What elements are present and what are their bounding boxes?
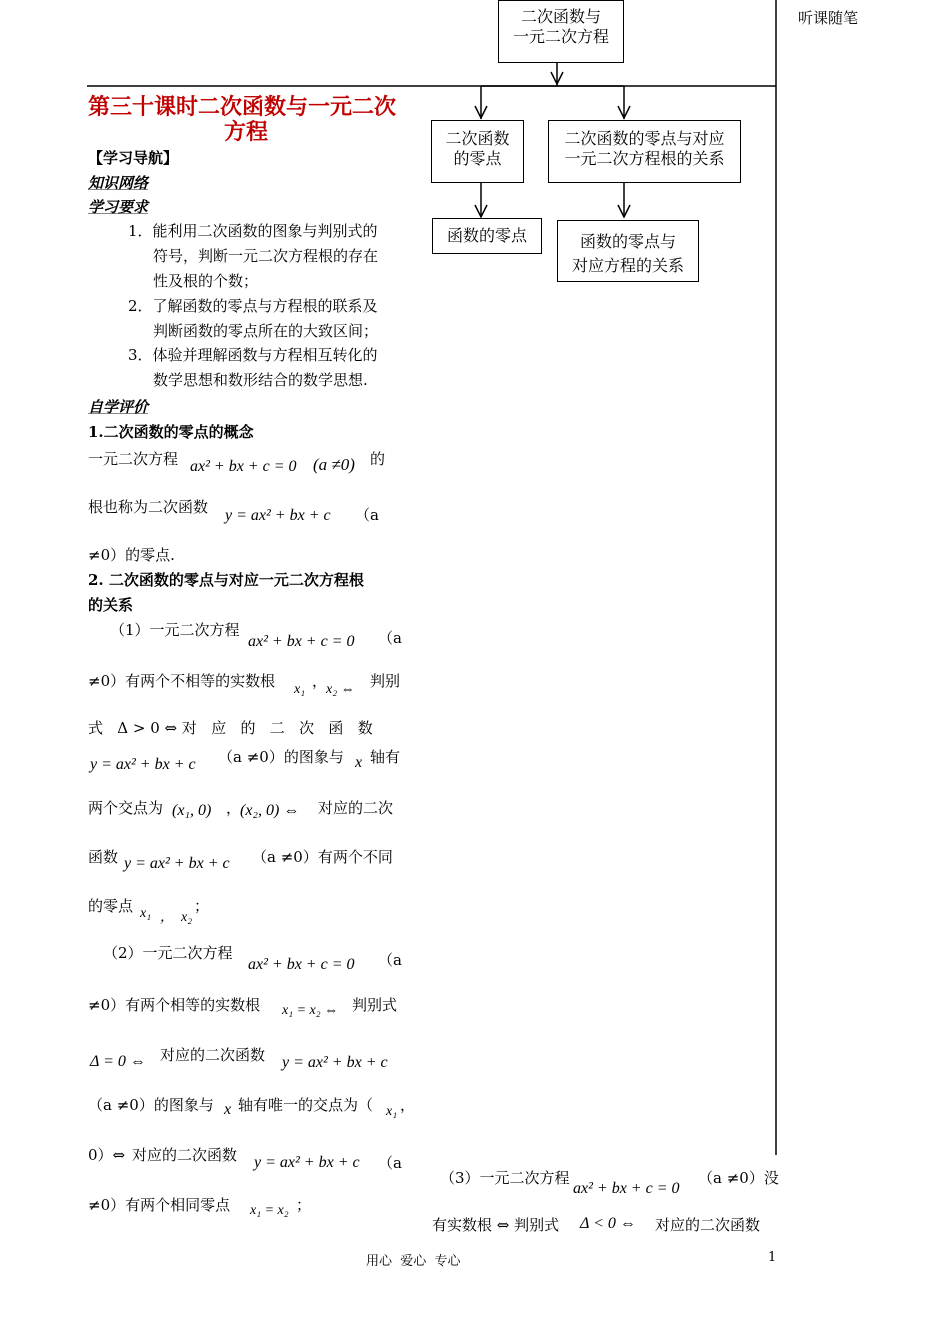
requirement-3-line1: 3．体验并理解函数与方程相互转化的 [128, 346, 378, 364]
p2-axis-x: x [224, 1101, 232, 1118]
p2-text-i: 0）⇔ [88, 1146, 126, 1164]
p2-text-g: 轴有唯一的交点为（ [238, 1096, 374, 1114]
diagram-right-bottom-line1: 函数的零点与 [579, 232, 676, 251]
p1-text-f: （a ≠0）的图象与 [218, 748, 344, 766]
p1-axis-x: x [355, 754, 363, 771]
p2-text-k: （a [378, 1154, 402, 1172]
requirement-1 [128, 219, 378, 294]
requirement-1-line2: 符号，判断一元二次方程根的存在 [153, 247, 379, 265]
diagram-left-mid-box [431, 120, 524, 183]
p1-point1: (x₁, 0) [172, 802, 212, 819]
p1-text-b: （a [378, 629, 402, 647]
p2-text-d: 判别式 [352, 996, 398, 1014]
diagram-right-mid-box [548, 120, 741, 183]
p2-text-m: ； [296, 1196, 312, 1214]
p2-roots-equal: x₁ = x₂ ⇔ [282, 1003, 339, 1018]
p3-delta: Δ < 0 ⇔ [580, 1215, 636, 1232]
s1-equation1: ax² + bx + c = 0 [190, 458, 297, 475]
p1-text-c: ≠0）有两个不相等的实数根 [88, 672, 276, 690]
p3-text-d: 对应的二次函数 [655, 1216, 761, 1234]
p1-root-x2: x₂ ⇔ [326, 682, 355, 697]
p3-equation: ax² + bx + c = 0 [573, 1180, 680, 1197]
s1-equation2: y = ax² + bx + c [225, 507, 331, 524]
p2-equation2: y = ax² + bx + c [282, 1054, 388, 1071]
footer-motto: 用心 爱心 专心 [366, 1254, 461, 1269]
p1-point2: (x₂, 0) ⇔ [240, 802, 300, 819]
p1-equation: ax² + bx + c = 0 [248, 633, 355, 650]
p1-zero-x1: x₁ [140, 906, 152, 921]
diagram-right-bottom-line2: 对应方程的关系 [571, 256, 684, 275]
requirement-2-line1: 2．了解函数的零点与方程根的联系及 [128, 297, 378, 315]
diagram-left-mid-line1: 二次函数 [445, 129, 510, 148]
p1-text-a: （1）一元二次方程 [110, 621, 240, 639]
diagram-right-mid-line2: 一元二次方程根的关系 [564, 149, 725, 168]
s1-text5: ≠0）的零点. [88, 546, 175, 564]
s1-condition1: (a ≠0) [313, 455, 355, 474]
p1-text-i: 对应的二次 [318, 799, 394, 817]
nav-heading: 【学习导航】 [88, 149, 179, 167]
requirement-2 [128, 294, 378, 344]
diagram-right-bottom-box [557, 220, 699, 282]
p1-text-g: 轴有 [370, 748, 401, 766]
diagram-left-bottom-text: 函数的零点 [446, 226, 527, 245]
s1-text1: 一元二次方程 [88, 450, 179, 468]
p1-text-d: 判别 [370, 672, 401, 690]
s1-text3: 根也称为二次函数 [88, 498, 209, 516]
p1-text-e: 式 Δ > 0 ⇔ 对 应 的 二 次 函 数 [88, 719, 373, 737]
p1-zero-x2: ， x₂ [160, 910, 193, 925]
knowledge-network-heading: 知识网络 [88, 174, 149, 192]
p2-text-b: （a [378, 951, 402, 969]
section2-heading-line2: 的关系 [88, 596, 134, 614]
requirement-1-line1: 1．能利用二次函数的图象与判别式的 [128, 222, 378, 240]
page-number: 1 [768, 1250, 777, 1265]
diagram-left-mid-line2: 的零点 [453, 149, 502, 168]
requirement-2-line2: 判断函数的零点所在的大致区间； [153, 322, 379, 340]
p1-text-j: 函数 [88, 848, 119, 866]
p1-comma: ， [312, 672, 328, 690]
p2-text-f: （a ≠0）的图象与 [88, 1096, 214, 1114]
self-eval-heading: 自学评价 [88, 398, 149, 416]
p2-text-l: ≠0）有两个相同零点 [88, 1196, 231, 1214]
side-note: 听课随笔 [798, 9, 859, 27]
p1-text-k: （a ≠0）有两个不同 [252, 848, 393, 866]
diagram-right-mid-line1: 二次函数的零点与对应 [564, 129, 725, 148]
diagram-left-bottom-box [432, 218, 542, 254]
p2-equation3: y = ax² + bx + c [254, 1154, 360, 1171]
s1-text2: 的 [370, 450, 386, 468]
p1-text-h: 两个交点为 [88, 799, 164, 817]
requirement-3-line2: 数学思想和数形结合的数学思想. [153, 371, 368, 389]
p1-root-x1: x₁ [294, 682, 306, 697]
requirement-1-line3: 性及根的个数； [153, 272, 259, 290]
s1-text4: （a [355, 506, 379, 524]
requirements-heading: 学习要求 [88, 198, 149, 216]
requirement-3 [128, 343, 378, 393]
page-title-line2: 方程 [224, 119, 269, 145]
p1-equation3: y = ax² + bx + c [124, 855, 230, 872]
p2-text-e: 对应的二次函数 [160, 1046, 266, 1064]
p2-text-j: 对应的二次函数 [132, 1146, 238, 1164]
p1-text-l: 的零点 [88, 897, 134, 915]
section2-heading-line1: 2. 二次函数的零点与对应一元二次方程根 [88, 571, 364, 589]
p3-text-a: （3）一元二次方程 [440, 1169, 570, 1187]
p2-point-x1: x₁ [386, 1104, 398, 1119]
p1-text-m: ； [194, 897, 210, 915]
section1-heading: 1.二次函数的零点的概念 [88, 423, 254, 441]
p2-text-c: ≠0）有两个相等的实数根 [88, 996, 261, 1014]
p2-text-a: （2）一元二次方程 [103, 944, 233, 962]
p3-text-c: 有实数根 ⇔ 判别式 [432, 1216, 560, 1234]
p2-text-h: ， [400, 1096, 416, 1114]
p3-text-b: （a ≠0）没 [698, 1169, 779, 1187]
p2-zeros-equal: x₁ = x₂ [250, 1203, 289, 1218]
diagram-top-box [498, 0, 624, 63]
p2-delta: Δ = 0 ⇔ [90, 1053, 146, 1070]
diagram-top-line1: 二次函数与 [520, 7, 601, 26]
diagram-top-line2: 一元二次方程 [512, 27, 609, 46]
p1-sep: ， [226, 799, 242, 817]
p1-equation2: y = ax² + bx + c [90, 756, 196, 773]
page-title-line1: 第三十课时二次函数与一元二次 [88, 94, 397, 120]
p2-equation: ax² + bx + c = 0 [248, 956, 355, 973]
